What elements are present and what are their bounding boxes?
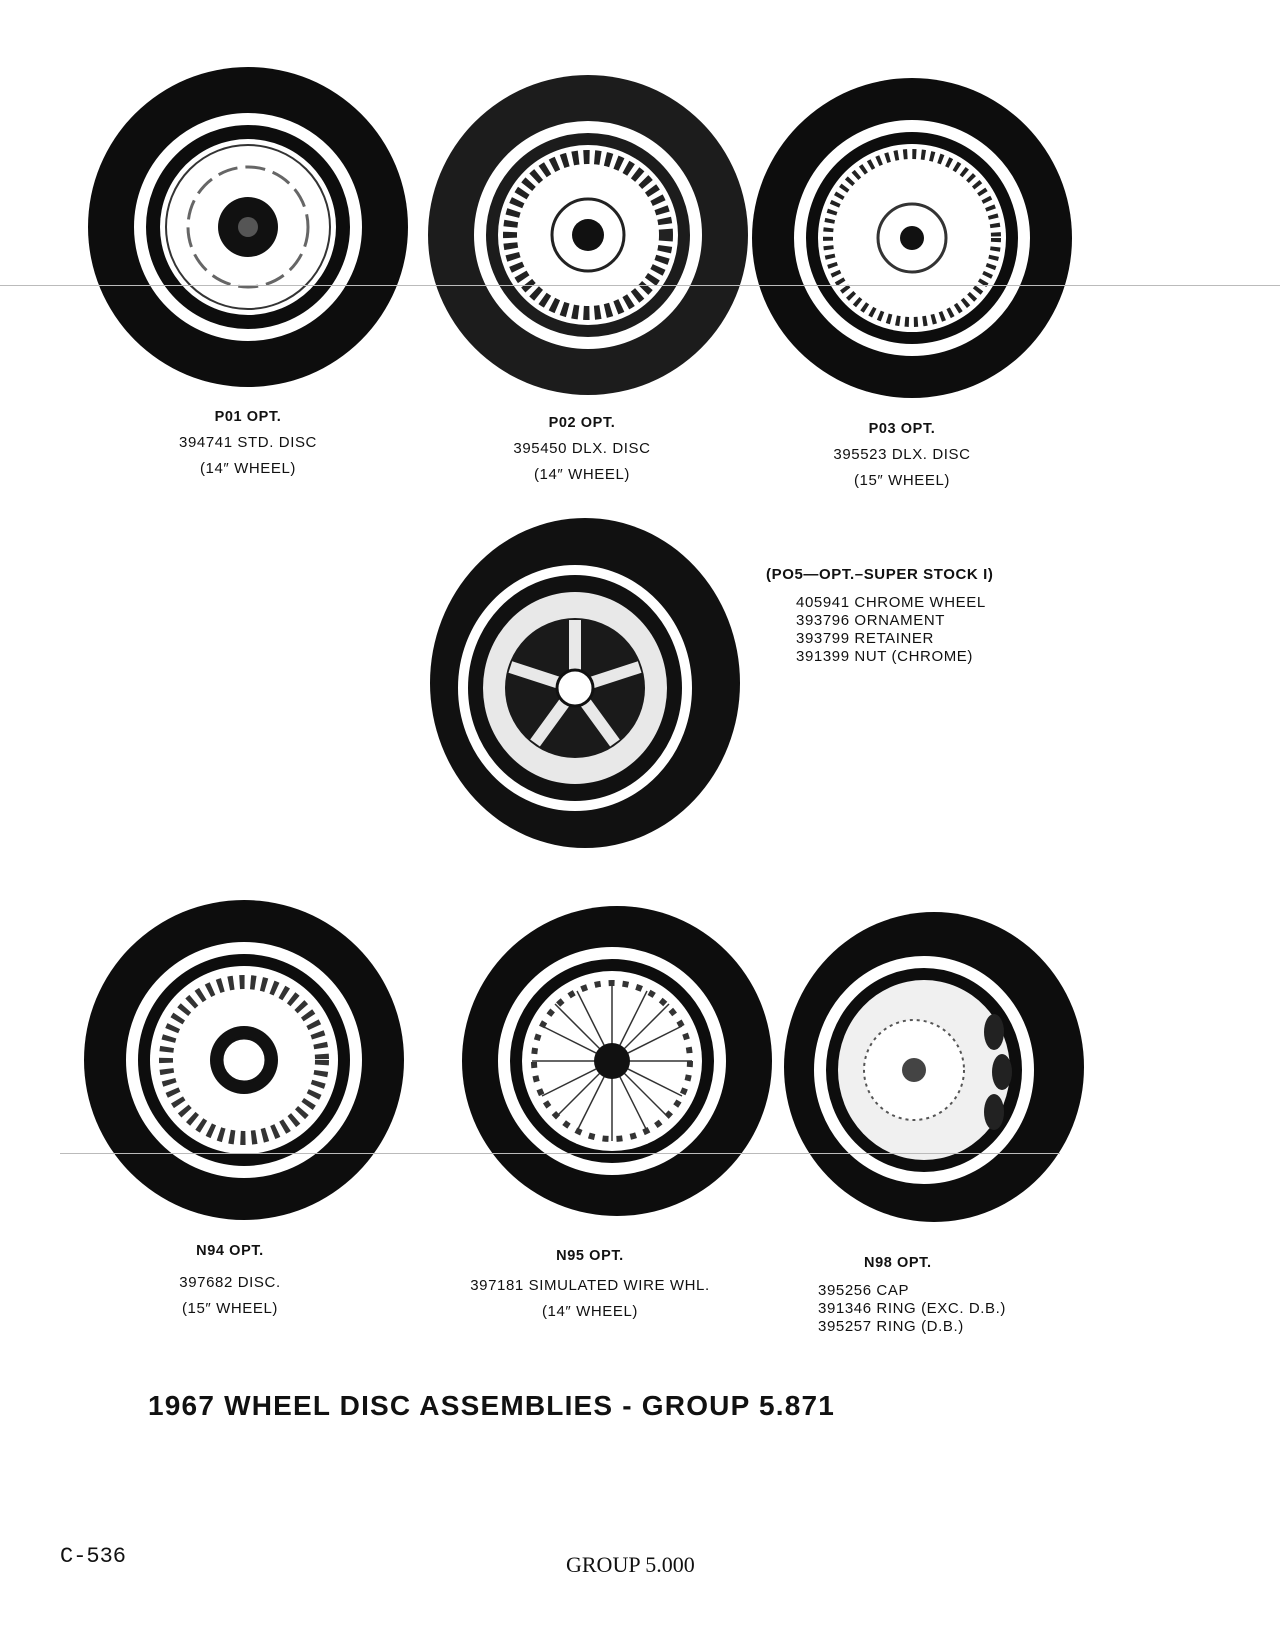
part-line: 394741 STD. DISC — [179, 434, 317, 451]
part-line: (14″ WHEEL) — [199, 460, 297, 477]
scan-line — [0, 285, 1280, 286]
part-line: 395450 DLX. DISC — [513, 440, 651, 457]
part-line: 397181 SIMULATED WIRE WHL. — [470, 1277, 710, 1294]
part-line: (14″ WHEEL) — [533, 466, 631, 483]
scan-line — [60, 1153, 1060, 1154]
option-code: P01 OPT. — [214, 409, 282, 425]
part-line: 393796 ORNAMENT — [796, 612, 946, 629]
wheel-image-n95 — [462, 906, 772, 1216]
wheel-image-p01 — [88, 67, 408, 387]
part-line: 395257 RING (D.B.) — [818, 1318, 964, 1335]
part-line: 405941 CHROME WHEEL — [796, 594, 986, 611]
option-code: P03 OPT. — [868, 421, 936, 437]
group-label: GROUP 5.000 — [566, 1552, 695, 1577]
caption-p02 — [452, 410, 712, 488]
part-line: 391399 NUT (CHROME) — [796, 648, 974, 665]
caption-n95 — [440, 1243, 740, 1325]
part-line: 395256 CAP — [818, 1282, 910, 1299]
part-line: (14″ WHEEL) — [541, 1303, 639, 1320]
part-line: (15″ WHEEL) — [181, 1300, 279, 1317]
caption-p05 — [766, 566, 1066, 666]
wheel-image-n98 — [784, 912, 1084, 1222]
part-line: 397682 DISC. — [179, 1274, 281, 1291]
option-code: N95 OPT. — [556, 1248, 624, 1264]
wheel-image-n94 — [84, 900, 404, 1220]
wheel-image-p05 — [430, 518, 740, 848]
caption-n98 — [818, 1254, 1118, 1336]
part-line: 393799 RETAINER — [796, 630, 934, 647]
caption-p03 — [772, 416, 1032, 494]
wheel-image-p02 — [428, 75, 748, 395]
page-title: 1967 WHEEL DISC ASSEMBLIES - GROUP 5.871 — [148, 1390, 836, 1421]
option-code: (PO5—OPT.–SUPER STOCK I) — [766, 566, 994, 583]
option-code: P02 OPT. — [548, 415, 616, 431]
page-number: C-536 — [60, 1544, 127, 1569]
option-code: N98 OPT. — [864, 1255, 932, 1271]
part-line: 395523 DLX. DISC — [833, 446, 971, 463]
wheel-image-p03 — [752, 78, 1072, 398]
part-line: (15″ WHEEL) — [853, 472, 951, 489]
option-code: N94 OPT. — [196, 1243, 264, 1259]
caption-n94 — [100, 1238, 360, 1322]
part-line: 391346 RING (EXC. D.B.) — [818, 1300, 1007, 1317]
caption-p01 — [118, 404, 378, 482]
